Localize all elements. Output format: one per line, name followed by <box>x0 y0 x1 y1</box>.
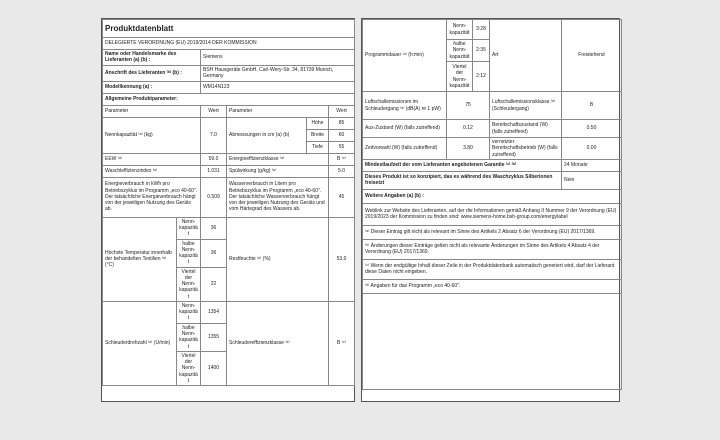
column-header-value: Wert <box>329 105 355 117</box>
dim-height-value: 85 <box>329 117 355 129</box>
dim-width-value: 60 <box>329 129 355 141</box>
dim-height-label: Höhe <box>307 117 329 129</box>
rated-capacity-label: Nennkapazität ⁽ᵃ⁾ (kg) <box>103 117 201 153</box>
water-consumption-label: Wasserverbrauch in Litern pro Betriebszyklus im Programm „eco 40-60". Der tatsächliche Wasserverbrauch hängt von der jeweiligen Nutzung des Geräts und vom Härtegrad des Wassers ab. <box>227 177 329 217</box>
spin-row-value: 1400 <box>201 351 227 385</box>
model-value: WM14N123 <box>201 81 355 93</box>
dim-depth-label: Tiefe <box>307 141 329 153</box>
rinsing-label: Spülwirkung (g/kg) ⁽ᵃ⁾ <box>227 165 329 177</box>
silver-ion-label: Dieses Produkt ist so konzipiert, das es während des Waschzyklus Silberionen freisetzt <box>363 171 562 189</box>
residual-moisture-label: Restfeuchte ⁽ᵃ⁾ (%) <box>227 217 329 301</box>
temp-row-label: Nenn-kapazität <box>177 217 201 239</box>
product-datasheet-right <box>361 18 620 402</box>
energy-class-value: B ⁽ᶜ⁾ <box>329 153 355 165</box>
water-consumption-value: 45 <box>329 177 355 217</box>
temp-row-value: 22 <box>201 267 227 301</box>
rated-capacity-value: 7.0 <box>201 117 227 153</box>
noise-value: 75 <box>447 92 490 120</box>
regulation-text: DELEGIERTE VERORDNUNG (EU) 2019/2014 DER KOMMISSION <box>103 38 355 50</box>
supplier-name-value: Siemens <box>201 50 355 66</box>
supplier-name-label: Name oder Handelsmarke des Lieferanten (a) (b) : <box>103 50 201 66</box>
supplier-address-label: Anschrift des Lieferanten ⁽ᵇ⁾ (b) : <box>103 65 201 81</box>
delay-start-label: Zeitvorwahl (W) (falls zutreffend) <box>363 138 447 160</box>
datasheet-title: Produktdatenblatt <box>103 20 355 38</box>
footnote-a: ⁽ᵃ⁾ Dieser Eintrag gilt nicht als relevant im Sinne des Artikels 2 Absatz 6 der Verordnung (EU) 2017/1369. <box>363 225 622 239</box>
supplier-address-value: BSH Hausgeräte GmbH, Carl-Wery-Str. 34, 81739 Munich, Germany <box>201 65 355 81</box>
dim-width-label: Breite <box>307 129 329 141</box>
eew-value: 59.0 <box>201 153 227 165</box>
temp-row-value: 36 <box>201 239 227 267</box>
spin-row-value: 1355 <box>201 323 227 351</box>
off-mode-value: 0.12 <box>447 120 490 138</box>
footnote-b: ⁽ᵇ⁾ Änderungen dieser Einträge gelten nicht als relevante Änderungen im Sinne des Artikels 4 Absatz 4 der Verordnung (EU) 2017/1369. <box>363 239 622 259</box>
noise-label: Luftschallemissionen im Schleudergang ⁽ᵃ⁾ (dB(A) re 1 pW) <box>363 92 447 120</box>
duration-row-value: 2:35 <box>473 40 490 62</box>
spin-row-label: halbe Nenn-kapazität <box>177 323 201 351</box>
energy-class-label: Energieeffizienzklasse ⁽ᵃ⁾ <box>227 153 329 165</box>
networked-standby-value: 0.00 <box>562 138 622 160</box>
temp-row-label: halbe Nenn-kapazität <box>177 239 201 267</box>
spin-row-label: Viertel der Nenn-kapazität <box>177 351 201 385</box>
empty-area <box>363 293 622 389</box>
duration-row-label: Nenn-kapazität <box>447 20 473 40</box>
type-label: Art <box>490 20 562 92</box>
duration-row-label: Viertel der Nenn-kapazität <box>447 62 473 92</box>
standby-label: Bereitschaftszustand (W) (falls zutreffend) <box>490 120 562 138</box>
spin-row-value: 1354 <box>201 301 227 323</box>
delay-start-value: 3.80 <box>447 138 490 160</box>
silver-ion-value: Nein <box>562 171 622 189</box>
footnote-c: ⁽ᶜ⁾ Wenn der endgültige Inhalt dieser Zeile in der Produktdatenbank automatisch generiert wird, darf der Lieferant diese Daten nicht eingeben. <box>363 259 622 279</box>
standby-value: 0.50 <box>562 120 622 138</box>
duration-row-value: 2:12 <box>473 62 490 92</box>
noise-class-value: B <box>562 92 622 120</box>
eew-label: EEW ⁽ᵃ⁾ <box>103 153 201 165</box>
additional-info-heading: Weitere Angaben (a) (b) : <box>363 189 622 203</box>
spin-row-label: Nenn-kapazität <box>177 301 201 323</box>
washing-index-label: Waschleffizienzindex ⁽ᵃ⁾ <box>103 165 201 177</box>
spin-class-label: Schleudereffizienzklasse ⁽ᵃ⁾ <box>227 301 329 385</box>
supplier-weblink: Weblink zur Website des Lieferanten, auf der die Informationen gemäß Anhang II Nummer 9 der Verordnung (EU) 2019/2023 der Kommission zu finden sind: www.siemens-home.bsh-group.com/energylabel <box>363 203 622 225</box>
noise-class-label: Luftschallemissionsklasse ⁽ᵃ⁾ (Schleudergang) <box>490 92 562 120</box>
programme-duration-label: Programmdauer ⁽ᵃ⁾ (h:min) <box>363 20 447 92</box>
networked-standby-label: vernetzter Bereitschaftsbetrieb (W) (falls zutreffend) <box>490 138 562 160</box>
energy-consumption-value: 0.509 <box>201 177 227 217</box>
spin-speed-label: Schleuderdrehzahl ⁽ᵃ⁾ (U/min) <box>103 301 177 385</box>
column-header-parameter: Parameter <box>103 105 201 117</box>
warranty-label: Mindestlaufzeit der vom Lieferanten angebotenen Garantie ⁽ᵃ⁾ ⁽ᵇ⁾ <box>363 159 562 171</box>
dimensions-label: Abmessungen in cm (a) (b) <box>227 117 307 153</box>
off-mode-label: Aus-Zustand (W) (falls zutreffend) <box>363 120 447 138</box>
max-temp-label: Höchste Temperatur innerhalb der behandelten Textilien ⁽ᵃ⁾ (°C) <box>103 217 177 301</box>
rinsing-value: 5.0 <box>329 165 355 177</box>
footnote-d: ⁽ᵈ⁾ Angaben für das Programm „eco 40-60". <box>363 279 622 293</box>
energy-consumption-label: Energieverbrauch in kWh pro Betriebszyklus im Programm „eco 40-60". Der tatsächliche Energieverbrauch hängt von der jeweiligen Nutzung des Geräts ab. <box>103 177 201 217</box>
type-value: Freistehend <box>562 20 622 92</box>
duration-row-label: halbe Nenn-kapazität <box>447 40 473 62</box>
residual-moisture-value: 53.0 <box>329 217 355 301</box>
general-params-heading: Allgemeine Produktparameter: <box>103 93 355 105</box>
dim-depth-value: 55 <box>329 141 355 153</box>
spin-class-value: B ⁽ᶜ⁾ <box>329 301 355 385</box>
temp-row-value: 36 <box>201 217 227 239</box>
column-header-value: Wert <box>201 105 227 117</box>
washing-index-value: 1.031 <box>201 165 227 177</box>
product-datasheet-left <box>101 18 355 402</box>
temp-row-label: Viertel der Nenn-kapazität <box>177 267 201 301</box>
model-label: Modellkennung (a) : <box>103 81 201 93</box>
warranty-value: 24 Monate <box>562 159 622 171</box>
duration-row-value: 3:28 <box>473 20 490 40</box>
column-header-parameter: Parameter <box>227 105 329 117</box>
